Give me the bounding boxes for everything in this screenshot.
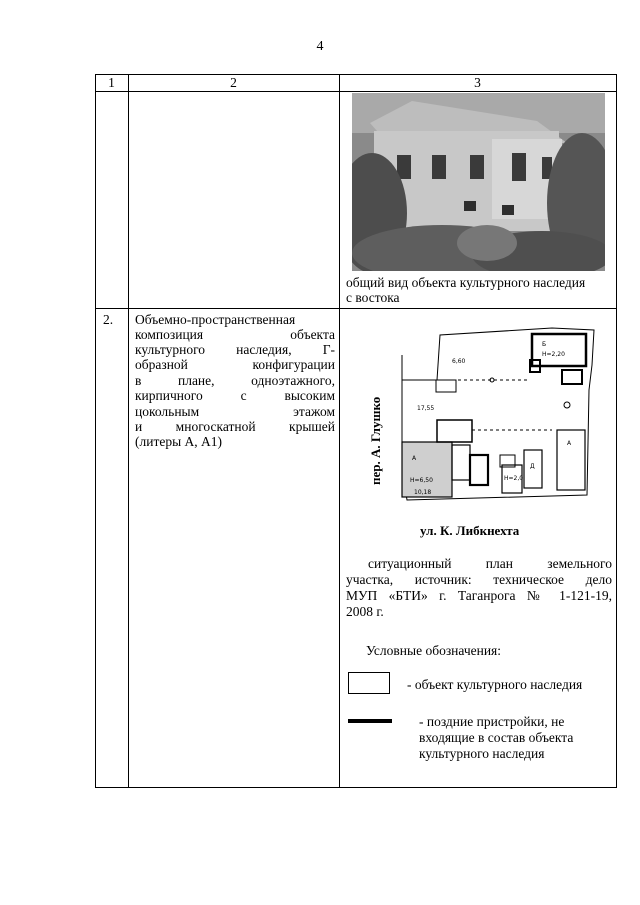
photo-caption-line-2: с востока — [346, 290, 400, 305]
svg-text:17,55: 17,55 — [417, 405, 435, 412]
svg-text:6,60: 6,60 — [452, 358, 466, 365]
page-number: 4 — [316, 39, 324, 54]
svg-text:Н=6,50: Н=6,50 — [410, 477, 433, 484]
column-header-1: 1 — [108, 75, 115, 90]
legend-extension-line: культурного наследия — [419, 746, 545, 761]
description-line: композиция объекта — [135, 327, 335, 342]
legend-extension-symbol — [348, 719, 392, 723]
legend-title: Условные обозначения: — [366, 643, 502, 658]
description-line: (литеры А, А1) — [135, 434, 223, 449]
column-header-2: 2 — [230, 75, 237, 90]
row-number: 2. — [103, 312, 114, 327]
legend-heritage-symbol — [348, 672, 390, 694]
description-line: Объемно-пространственная — [135, 312, 296, 327]
plan-caption-line: МУП «БТИ» г. Таганрога № 1-121-19, — [346, 588, 612, 603]
site-plan — [352, 320, 612, 545]
street-label-left: пер. А. Глушко — [368, 396, 383, 485]
street-label-bottom: ул. К. Либкнехта — [420, 523, 520, 538]
svg-text:Н=2,0: Н=2,0 — [504, 475, 524, 482]
plan-caption-line: 2008 г. — [346, 604, 384, 619]
svg-text:Н=2,20: Н=2,20 — [542, 351, 565, 358]
plan-caption-line: ситуационный план земельного — [368, 556, 612, 571]
description-line: образной конфигурации — [135, 357, 335, 372]
description-line: в плане, одноэтажного, — [135, 373, 335, 388]
description-line: цокольным этажом — [135, 404, 335, 419]
svg-text:Д: Д — [530, 463, 535, 470]
svg-text:А: А — [412, 455, 417, 462]
photo-caption-line-1: общий вид объекта культурного наследия — [346, 275, 586, 290]
building-photo — [352, 93, 605, 271]
description-line: и многоскатной крышей — [135, 419, 335, 434]
plan-caption-line: участка, источник: техническое дело — [346, 572, 612, 587]
svg-text:А: А — [567, 440, 572, 447]
description-line: кирпичного с высоким — [135, 388, 335, 403]
svg-text:10,18: 10,18 — [414, 489, 432, 496]
svg-text:Б: Б — [542, 341, 547, 348]
legend-extension-line: - поздние пристройки, не — [419, 714, 565, 729]
column-header-3: 3 — [474, 75, 481, 90]
legend-extension-line: входящие в состав объекта — [419, 730, 574, 745]
legend-heritage-label: - объект культурного наследия — [407, 677, 583, 692]
description-line: культурного наследия, Г- — [135, 342, 335, 357]
